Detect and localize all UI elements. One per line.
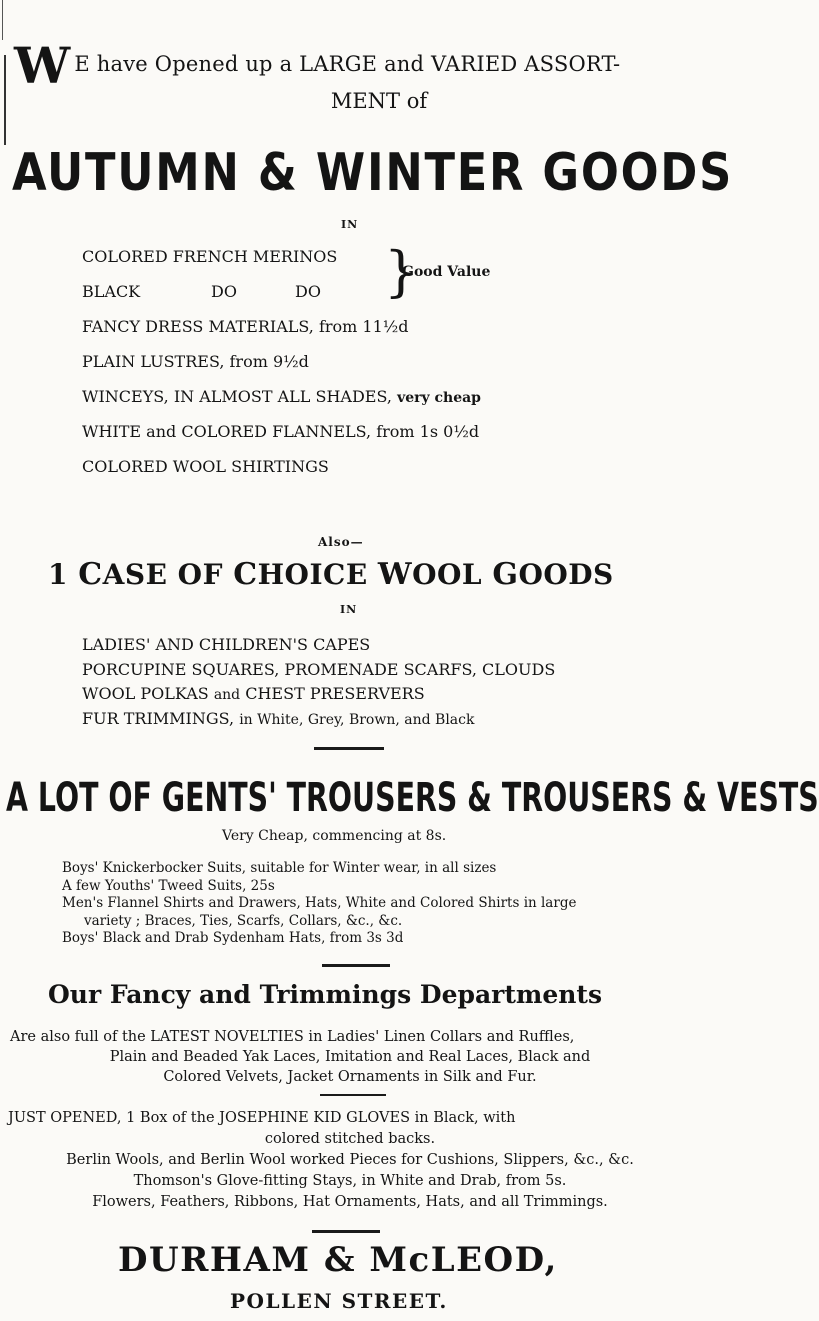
section-divider bbox=[314, 747, 384, 750]
fancy-line: Plain and Beaded Yak Laces, Imitation and Real Laces, Black and bbox=[109, 1049, 591, 1065]
gents-item: Boys' Knickerbocker Suits, suitable for Winter wear, in all sizes bbox=[62, 860, 497, 876]
wool-item-part: CHEST PRESERVERS bbox=[245, 684, 425, 703]
gents-item: A few Youths' Tweed Suits, 25s bbox=[62, 877, 275, 894]
wool-item bbox=[82, 707, 555, 732]
merchant-name: DURHAM & McLEOD, bbox=[118, 1240, 558, 1280]
good-value-note: Good Value bbox=[402, 264, 491, 280]
ditto-mark: DO bbox=[211, 282, 237, 301]
fancy-line: Are also full of the LATEST NOVELTIES in Ladies' Linen Collars and Ruffles, bbox=[10, 1029, 575, 1045]
wool-item-part: and bbox=[213, 687, 241, 703]
gents-subheading: Very Cheap, commencing at 8s. bbox=[222, 828, 447, 844]
gents-items-list bbox=[62, 860, 576, 948]
goods-item: COLORED FRENCH MERINOS bbox=[82, 247, 338, 266]
case-heading-word: OF bbox=[177, 558, 234, 591]
left-border-rule bbox=[4, 55, 6, 145]
case-heading-word: OODS bbox=[518, 558, 614, 591]
wool-item: PORCUPINE SQUARES, PROMENADE SCARFS, CLOUDS bbox=[82, 659, 556, 679]
section-divider bbox=[320, 1094, 386, 1096]
case-heading-cap: C bbox=[233, 557, 258, 592]
just-opened-line: Berlin Wools, and Berlin Wool worked Pieces for Cushions, Slippers, &c., &c. bbox=[66, 1152, 634, 1168]
also-label: Also— bbox=[318, 535, 364, 549]
wool-item bbox=[82, 682, 555, 707]
wool-goods-list bbox=[82, 633, 555, 731]
just-opened-paragraph bbox=[0, 1108, 700, 1213]
intro-line-1-text: E have Opened up a LARGE and VARIED ASSORT- bbox=[74, 52, 621, 76]
goods-item bbox=[82, 277, 481, 312]
case-heading-word: HOICE bbox=[257, 558, 378, 591]
goods-item: PLAIN LUSTRES, from 9½d bbox=[82, 352, 309, 371]
fancy-departments-paragraph bbox=[0, 1027, 700, 1087]
in-label: IN bbox=[341, 218, 359, 231]
ditto-mark: DO bbox=[295, 282, 321, 301]
drop-cap: W bbox=[14, 36, 71, 95]
wool-item-part: WOOL POLKAS bbox=[82, 684, 209, 703]
wool-item-part: FUR TRIMMINGS, bbox=[82, 708, 235, 728]
section-divider bbox=[312, 1230, 380, 1233]
goods-item: COLORED WOOL SHIRTINGS bbox=[82, 457, 329, 476]
gents-item: Boys' Black and Drab Sydenham Hats, from 3s 3d bbox=[62, 930, 404, 946]
wool-item-part: in White, Grey, Brown, and Black bbox=[239, 711, 475, 728]
wool-item: LADIES' AND CHILDREN'S CAPES bbox=[82, 635, 371, 654]
case-heading bbox=[48, 557, 614, 592]
brace-mark: } bbox=[384, 240, 419, 303]
merchant-address: POLLEN STREET. bbox=[230, 1289, 448, 1313]
goods-item-label: BLACK bbox=[82, 282, 141, 301]
headline-autumn-winter-goods: AUTUMN & WINTER GOODS bbox=[12, 143, 734, 203]
goods-item-label: WINCEYS, IN ALMOST ALL SHADES, bbox=[82, 387, 392, 406]
just-opened-line: colored stitched backs. bbox=[264, 1131, 436, 1147]
just-opened-line: JUST OPENED, 1 Box of the JOSEPHINE KID GLOVES in Black, with bbox=[8, 1110, 516, 1126]
case-heading-cap: G bbox=[492, 557, 519, 592]
case-heading-word: ASE bbox=[102, 558, 178, 591]
goods-item-note: very cheap bbox=[397, 390, 481, 406]
intro-paragraph bbox=[14, 36, 684, 116]
case-heading-cap: C bbox=[78, 557, 103, 592]
goods-item: FANCY DRESS MATERIALS, from 11½d bbox=[82, 317, 409, 336]
gents-item: Men's Flannel Shirts and Drawers, Hats, White and Colored Shirts in large bbox=[62, 895, 577, 911]
intro-line-1 bbox=[14, 36, 684, 95]
section-divider bbox=[322, 964, 390, 967]
gents-trousers-heading: A LOT OF GENTS' TROUSERS & TROUSERS & VESTS bbox=[6, 775, 819, 821]
gents-item: variety ; Braces, Ties, Scarfs, Collars, &c., &c. bbox=[84, 912, 403, 929]
left-border-rule-top bbox=[2, 0, 3, 40]
case-number: 1 bbox=[48, 558, 68, 591]
in-label-2: IN bbox=[340, 603, 358, 616]
case-heading-cap: W bbox=[377, 557, 413, 592]
fancy-departments-heading: Our Fancy and Trimmings Departments bbox=[48, 980, 603, 1009]
just-opened-line: Flowers, Feathers, Ribbons, Hat Ornaments, Hats, and all Trimmings. bbox=[92, 1194, 608, 1210]
intro-line-2: MENT of bbox=[330, 89, 428, 113]
goods-item bbox=[82, 382, 481, 417]
case-heading-word: OOL bbox=[412, 558, 493, 591]
goods-item: WHITE and COLORED FLANNELS, from 1s 0½d bbox=[82, 422, 480, 441]
fancy-line: Colored Velvets, Jacket Ornaments in Silk and Fur. bbox=[163, 1069, 537, 1085]
just-opened-line: Thomson's Glove-fitting Stays, in White and Drab, from 5s. bbox=[133, 1173, 567, 1189]
